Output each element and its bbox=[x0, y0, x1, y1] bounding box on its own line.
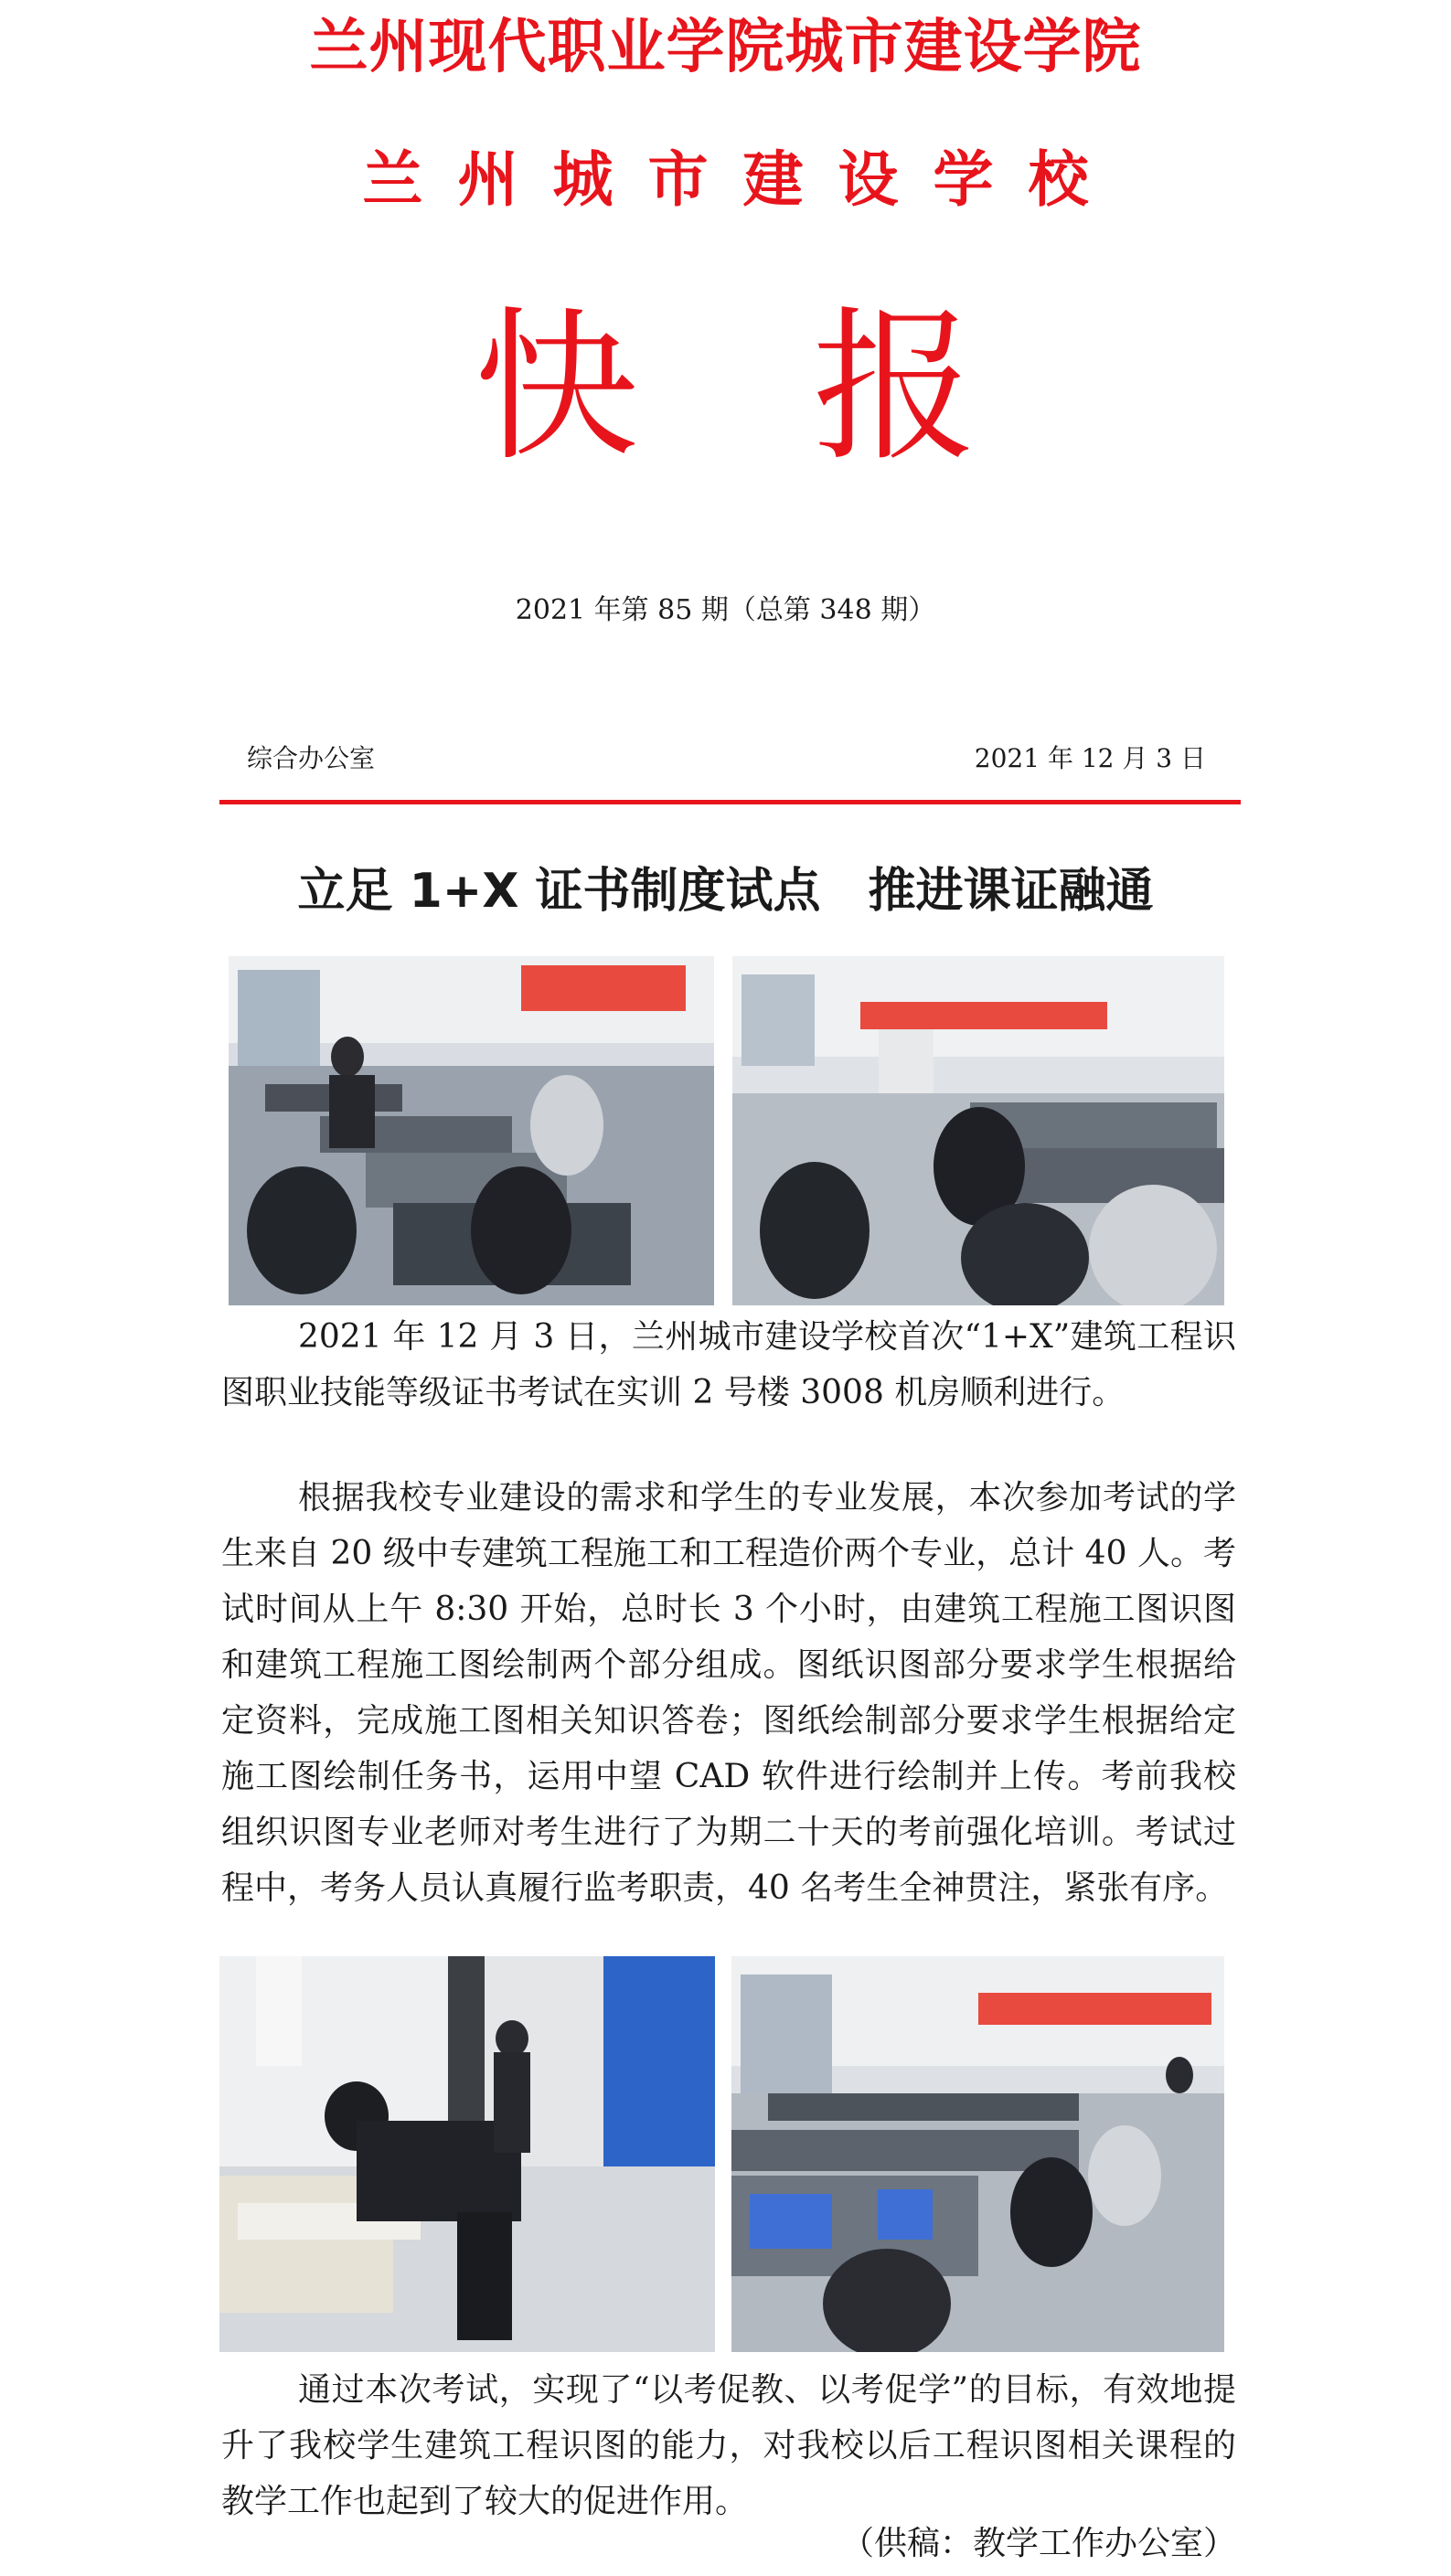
header-divider bbox=[219, 800, 1241, 804]
article-credit: （供稿：教学工作办公室） bbox=[840, 2525, 1236, 2562]
exam-room-photo-2 bbox=[732, 956, 1224, 1305]
article-paragraph-1: 2021 年 12 月 3 日，兰州城市建设学校首次“1+X”建筑工程识图职业技能等级证书考试在实训 2 号楼 3008 机房顺利进行。 bbox=[221, 1318, 1236, 1411]
article-paragraph-2: 根据我校专业建设的需求和学生的专业发展，本次参加考试的学生来自 20 级中专建筑工程施工和工程造价两个专业，总计 40 人。考试时间从上午 8:30 开始，总时长 3 个小时，由建筑工程施工图识图和建筑工程施工图绘制两个部分组成。图纸识图部分要求学生根据给定资料，完成施工图相关知识答卷；图纸绘制部分要求学生根据给定施工图绘制任务书，运用中望 CAD 软件进行绘制并上传。考前我校组织识图专业老师对考生进行了为期二十天的考前强化培训。考试过程中，考务人员认真履行监考职责，40 名考生全神贯注，紧张有序。 bbox=[221, 1479, 1236, 1907]
exam-room-photo-3 bbox=[731, 1956, 1224, 2352]
exam-room-photo-1 bbox=[229, 956, 714, 1305]
sign-in-photo bbox=[219, 1956, 715, 2352]
article-headline: 立足 1+X 证书制度试点 推进课证融通 bbox=[297, 864, 1154, 919]
masthead-title: 快报 bbox=[474, 293, 1151, 484]
article-paragraph-3: 通过本次考试，实现了“以考促教、以考促学”的目标，有效地提升了我校学生建筑工程识图的能力，对我校以后工程识图相关课程的教学工作也起到了较大的促进作用。 bbox=[221, 2371, 1236, 2520]
issue-date: 2021 年 12 月 3 日 bbox=[974, 743, 1206, 773]
school-name-line2: 兰州城市建设学校 bbox=[362, 144, 1124, 215]
issuing-office: 综合办公室 bbox=[247, 743, 376, 773]
school-name-line1: 兰州现代职业学院城市建设学院 bbox=[309, 14, 1142, 81]
issue-number: 2021 年第 85 期（总第 348 期） bbox=[515, 594, 936, 626]
